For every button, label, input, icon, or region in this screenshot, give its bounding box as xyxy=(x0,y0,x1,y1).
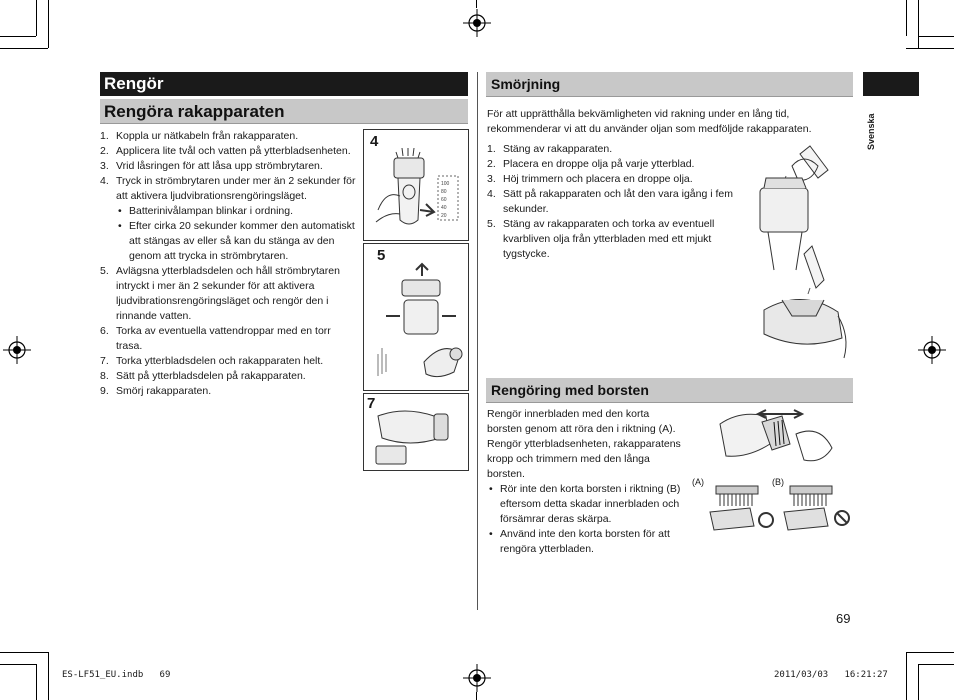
figure-number: 7 xyxy=(367,395,376,412)
shaver-rinse-illustration xyxy=(364,244,468,390)
crop-mark xyxy=(36,664,37,700)
crop-mark xyxy=(918,36,954,37)
crop-mark xyxy=(0,36,36,37)
registration-mark-icon xyxy=(3,336,31,364)
brush-cleaning-title: Rengöring med borsten xyxy=(486,378,853,403)
cleaning-steps xyxy=(100,129,358,399)
crop-mark xyxy=(0,664,36,665)
figure-number: 5 xyxy=(377,247,386,264)
list-item: 1. Stäng av rakapparaten. xyxy=(487,143,613,155)
registration-mark-icon xyxy=(918,336,946,364)
list-item: 5. Avlägsna ytterbladsdelen och håll strömbrytaren intryckt i mer än 2 sekunder för att aktivera ljudvibrationsrengöringsläget och rengör den i rinnande vatten. xyxy=(100,265,340,322)
list-item: 9. Smörj rakapparaten. xyxy=(100,385,212,397)
crop-mark xyxy=(48,0,49,48)
crop-mark xyxy=(918,664,919,700)
list-item: 2. Placera en droppe olja på varje ytterblad. xyxy=(487,158,695,170)
list-item: 3. Höj trimmern och placera en droppe olja. xyxy=(487,173,693,185)
page-number: 69 xyxy=(836,611,851,626)
registration-mark-icon xyxy=(463,664,491,692)
crop-mark xyxy=(476,0,477,8)
crop-mark xyxy=(918,0,919,48)
list-item: 1. Koppla ur nätkabeln från rakapparaten. xyxy=(100,130,299,142)
list-item: 3. Vrid låsringen för att låsa upp strömbrytaren. xyxy=(100,160,323,172)
crop-mark xyxy=(48,652,49,700)
crop-mark xyxy=(918,664,954,665)
figure-4 xyxy=(363,129,469,241)
brush-para: Rengör innerbladen med den korta borsten genom att röra den i riktning (A). xyxy=(487,408,676,435)
crop-mark xyxy=(906,0,907,36)
registration-mark-icon xyxy=(463,9,491,37)
figure-number: 4 xyxy=(370,133,379,150)
crop-mark xyxy=(0,48,48,49)
brush-para: Rengör ytterbladsenheten, rakapparatens kropp och trimmern med den långa borsten. xyxy=(487,438,681,480)
footer-filename: ES-LF51_EU.indb 69 xyxy=(62,670,171,680)
section-title: Rengör xyxy=(100,72,468,96)
battery-scale: 100 80 60 40 20 xyxy=(441,181,450,219)
brush-text xyxy=(487,407,687,557)
crop-mark xyxy=(906,652,954,653)
bullet-item: • Använd inte den korta borsten för att rengöra ytterbladen. xyxy=(487,527,687,557)
brush-illustration xyxy=(700,404,856,544)
bullet-item: • Rör inte den korta borsten i riktning (B) eftersom detta skadar innerbladen och försämrar deras skärpa. xyxy=(487,482,687,527)
oil-application-illustration xyxy=(752,140,856,362)
label-a: (A) xyxy=(692,477,704,487)
list-item: 7. Torka ytterbladsdelen och rakapparaten helt. xyxy=(100,355,324,367)
crop-mark xyxy=(906,48,954,49)
subsection-title: Rengöra rakapparaten xyxy=(100,99,468,124)
column-divider xyxy=(477,72,478,610)
list-item: 5. Stäng av rakapparaten och torka av eventuell kvarbliven olja från ytterbladen med ett mjukt tygstycke. xyxy=(487,218,715,260)
step4-bullets xyxy=(116,204,358,264)
footer-timestamp: 2011/03/03 16:21:27 xyxy=(774,670,888,680)
language-tab-marker xyxy=(863,72,919,96)
crop-mark xyxy=(476,692,477,700)
bullet-item: • Efter cirka 20 sekunder kommer den automatiskt att stängas av eller så kan du stänga av den genom att trycka in strömbrytaren. xyxy=(116,219,358,264)
language-tab-label: Svenska xyxy=(866,113,876,150)
lubrication-title: Smörjning xyxy=(486,72,853,97)
crop-mark xyxy=(36,0,37,36)
label-b: (B) xyxy=(772,477,784,487)
lubrication-steps xyxy=(487,142,751,262)
crop-mark xyxy=(906,652,907,700)
bullet-item: • Batterinivålampan blinkar i ordning. xyxy=(116,204,358,219)
list-item: 4. Tryck in strömbrytaren under mer än 2 sekunder för att aktivera ljudvibrationsrengöringsläget. • Batterinivålampan blinkar i ordning. • Efter cirka 20 sekunder kommer den automatiskt att stängas av eller så kan du stänga av den genom att trycka in strömbrytaren. xyxy=(100,174,358,264)
list-item: 4. Sätt på rakapparaten och låt den vara igång i fem sekunder. xyxy=(487,188,733,215)
figure-5 xyxy=(363,243,469,391)
brush-bullets xyxy=(487,482,687,557)
crop-mark xyxy=(0,652,48,653)
list-item: 6. Torka av eventuella vattendroppar med en torr trasa. xyxy=(100,325,331,352)
figure-7 xyxy=(363,393,469,471)
list-item: 8. Sätt på ytterbladsdelen på rakapparaten. xyxy=(100,370,306,382)
lubrication-intro: För att upprätthålla bekvämligheten vid rakning under en lång tid, rekommenderar vi att du använder oljan som medföljde rakapparaten. xyxy=(487,108,812,135)
shaver-dry-illustration xyxy=(364,394,468,470)
list-item: 2. Applicera lite tvål och vatten på ytterbladsenheten. xyxy=(100,145,351,157)
shaver-wash-illustration xyxy=(364,130,468,240)
